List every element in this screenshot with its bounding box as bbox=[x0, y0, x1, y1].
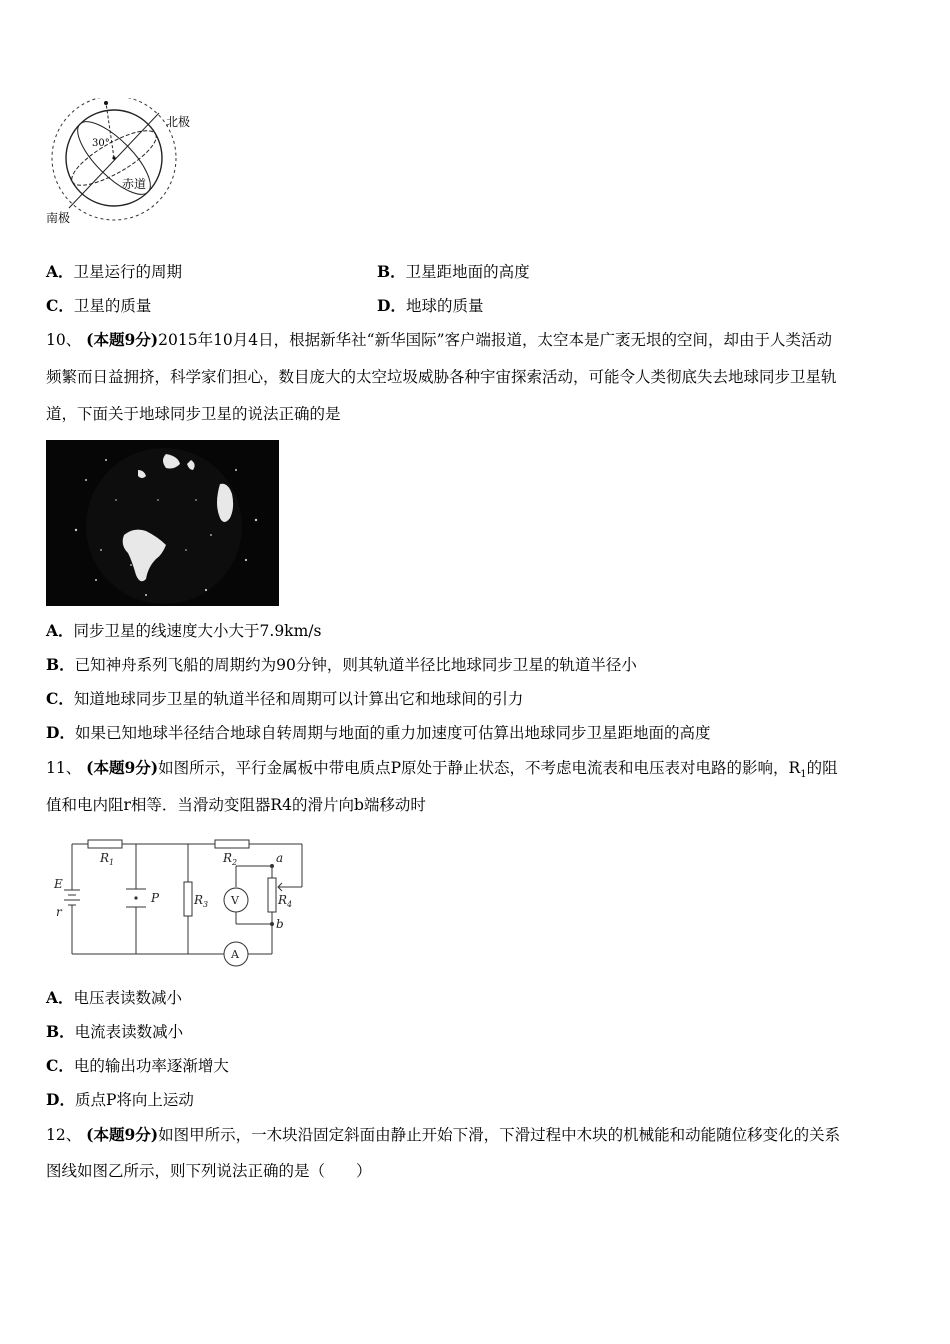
label-R4: $R_4$ bbox=[278, 893, 293, 909]
voltmeter-label: V bbox=[231, 894, 239, 907]
label-a: a bbox=[276, 851, 284, 865]
q9-option-d: D．地球的质量 bbox=[377, 296, 484, 315]
q9-option-c: C．卫星的质量 bbox=[46, 296, 152, 315]
north-pole-label: 北极 bbox=[166, 115, 191, 129]
label-r: r bbox=[56, 905, 62, 919]
earth-debris-image bbox=[46, 440, 279, 606]
q11-stem-line1: 11、 (本题9分)如图所示，平行金属板中带电质点P原处于静止状态，不考虑电流表和电压表对电路的影响，$R_1$的阻 bbox=[46, 758, 838, 781]
label-P: P bbox=[151, 891, 160, 905]
label-R3: $R_3$ bbox=[194, 893, 209, 909]
q10-option-c: C．知道地球同步卫星的轨道半径和周期可以计算出它和地球间的引力 bbox=[46, 689, 524, 708]
ammeter-label: A bbox=[231, 948, 239, 961]
globe-orbit-figure bbox=[44, 98, 204, 228]
q11-option-c: C．电的输出功率逐渐增大 bbox=[46, 1056, 229, 1075]
q9-option-b: B．卫星距地面的高度 bbox=[377, 262, 530, 281]
south-pole-label: 南极 bbox=[46, 211, 71, 225]
circuit-diagram bbox=[50, 832, 310, 972]
q10-stem-line1: 10、 (本题9分)2015年10月4日，根据新华社“新华国际”客户端报道，太空本是广袤无垠的空间，却由于人类活动 bbox=[46, 330, 833, 349]
q12-stem-line1: 12、 (本题9分)如图甲所示，一木块沿固定斜面由静止开始下滑，下滑过程中木块的机械能和动能随位移变化的关系 bbox=[46, 1125, 841, 1144]
q10-stem-line2: 频繁而日益拥挤，科学家们担心，数目庞大的太空垃圾威胁各种宇宙探索活动，可能令人类彻底失去地球同步卫星轨 bbox=[46, 368, 837, 386]
equator-label: 赤道 bbox=[122, 177, 147, 191]
label-b: b bbox=[276, 917, 284, 931]
q11-option-a: A．电压表读数减小 bbox=[46, 988, 183, 1007]
q11-stem-line2: 值和电内阻r相等．当滑动变阻器R4的滑片向b端移动时 bbox=[46, 796, 426, 814]
label-E: E bbox=[54, 877, 63, 891]
q11-option-b: B．电流表读数减小 bbox=[46, 1022, 184, 1041]
q10-option-a: A．同步卫星的线速度大小大于7.9km/s bbox=[46, 621, 322, 640]
q10-stem-line3: 道，下面关于地球同步卫星的说法正确的是 bbox=[46, 405, 341, 423]
label-R1: $R_1$ bbox=[100, 851, 115, 867]
q10-option-b: B．已知神舟系列飞船的周期约为90分钟，则其轨道半径比地球同步卫星的轨道半径小 bbox=[46, 655, 637, 674]
q9-option-a: A．卫星运行的周期 bbox=[46, 262, 183, 281]
q12-stem-line2: 图线如图乙所示，则下列说法正确的是（ ） bbox=[46, 1162, 372, 1180]
label-R2: $R_2$ bbox=[223, 851, 238, 867]
angle-label: 30° bbox=[92, 138, 110, 149]
q10-option-d: D．如果已知地球半径结合地球自转周期与地面的重力加速度可估算出地球同步卫星距地面的高度 bbox=[46, 723, 711, 742]
q11-option-d: D．质点P将向上运动 bbox=[46, 1090, 194, 1109]
